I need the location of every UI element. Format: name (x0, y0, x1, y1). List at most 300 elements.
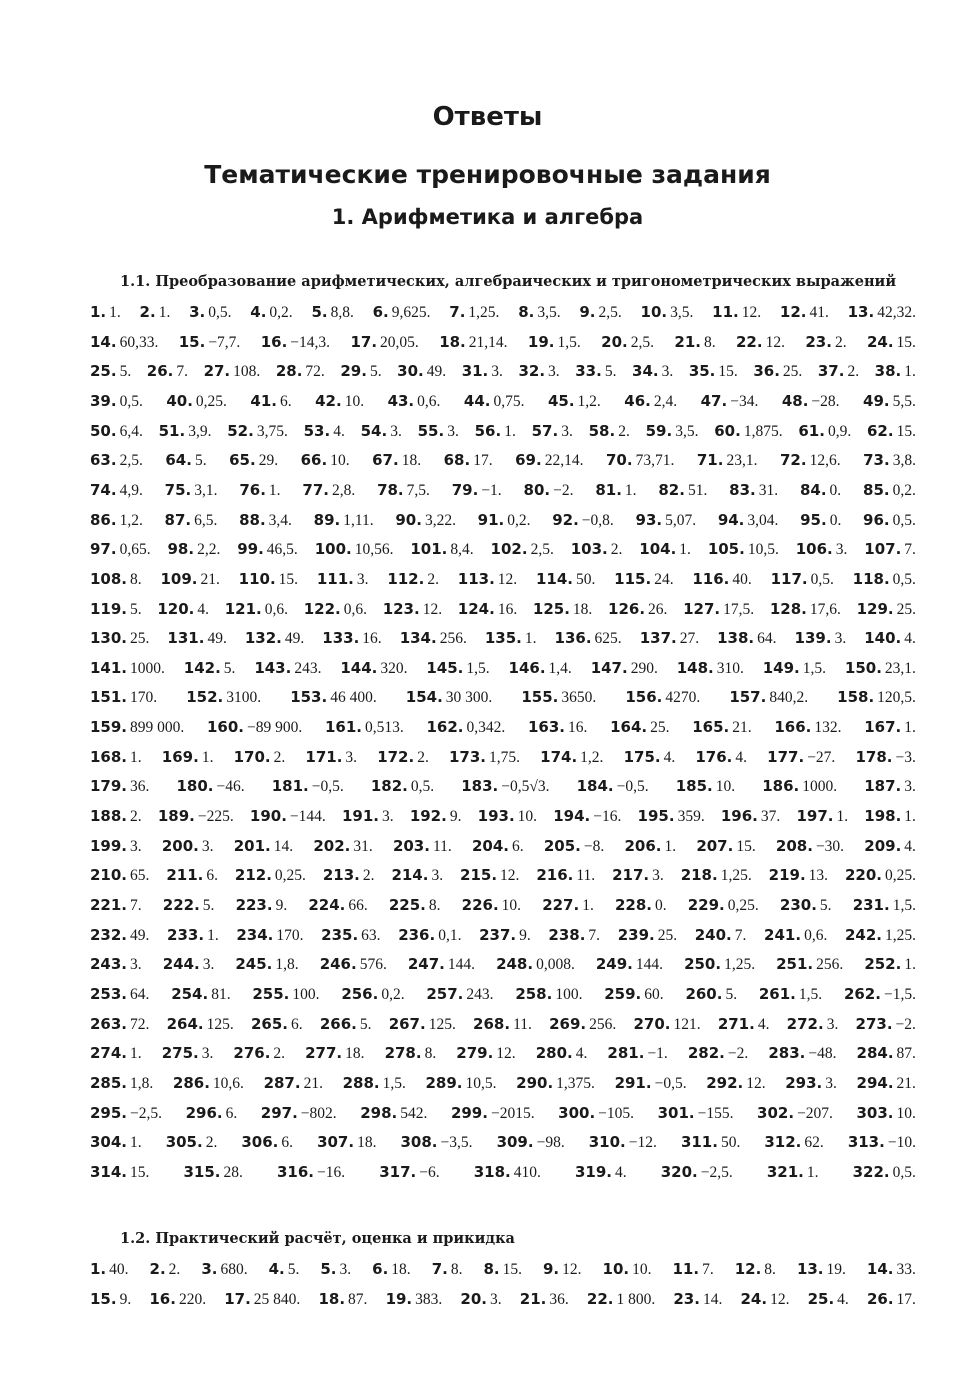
answer-number: 25. (807, 1289, 835, 1308)
answer-value: 125. (206, 1015, 234, 1033)
answer-number: 38. (874, 362, 902, 381)
answer-value: 10. (330, 452, 350, 470)
answer-number: 36. (753, 362, 780, 381)
answer-number: 150. (844, 658, 882, 677)
answer-number: 57. (531, 421, 559, 440)
answer-value: 3100. (226, 689, 262, 707)
answer-number: 228. (614, 896, 652, 914)
answer-number: 210. (90, 866, 128, 885)
answer-item (615, 896, 667, 915)
answer-item (515, 451, 583, 470)
answer-number: 19. (385, 1289, 413, 1308)
answer-number: 284. (856, 1044, 894, 1063)
answer-item (371, 777, 434, 796)
answer-value: 1. (904, 719, 916, 737)
answer-value: 1,5. (802, 659, 827, 677)
answer-value: 2. (834, 333, 847, 351)
answer-number: 43. (387, 391, 415, 410)
answer-number: 154. (405, 688, 443, 707)
answer-value: 1000. (130, 659, 165, 677)
answer-item (518, 362, 559, 381)
answer-number: 285. (90, 1073, 128, 1092)
answer-value: −1. (647, 1045, 668, 1063)
answer-item (857, 1074, 916, 1093)
answer-item (166, 1133, 218, 1152)
answer-number: 8. (518, 303, 535, 321)
answer-number: 234. (236, 925, 274, 944)
answer-item (614, 570, 673, 589)
answer-number: 95. (800, 510, 827, 529)
answer-item (90, 422, 143, 441)
answer-value: 3. (202, 956, 215, 974)
answer-value: 2. (847, 363, 860, 381)
answer-item (227, 422, 288, 441)
answer-item (305, 1044, 364, 1063)
answer-item (845, 866, 916, 885)
answer-item (322, 629, 381, 648)
answer-value: 3. (834, 630, 847, 648)
answer-number: 19. (527, 332, 555, 351)
answer-number: 55. (417, 421, 445, 440)
answer-item (147, 362, 188, 381)
answer-item (845, 926, 916, 945)
answer-value: 16. (497, 600, 518, 618)
answer-number: 258. (515, 984, 553, 1003)
answer-value: −7,7. (208, 333, 241, 351)
answer-number: 126. (608, 599, 646, 618)
answer-number: 296. (185, 1103, 223, 1122)
answer-value: 0,2. (892, 481, 916, 499)
answer-item (867, 1260, 916, 1279)
answer-item (171, 985, 230, 1004)
answer-number: 61. (798, 421, 825, 440)
answer-number: 157. (729, 688, 767, 707)
answer-value: −10. (887, 1134, 916, 1152)
answer-value: 10. (715, 778, 736, 796)
answer-item (90, 451, 143, 470)
answer-value: −1,5. (883, 985, 916, 1003)
answer-value: −0,5√3. (501, 778, 550, 796)
answer-value: 72. (130, 1015, 150, 1033)
answer-item (864, 955, 916, 974)
answer-item (615, 1074, 687, 1093)
answer-value: 1,5. (798, 985, 823, 1003)
answer-item (235, 866, 306, 885)
answer-number: 299. (450, 1103, 488, 1122)
answer-value: 9. (275, 897, 288, 914)
answer-value: 1,11. (343, 511, 374, 529)
answer-item (269, 1260, 300, 1279)
answer-number: 99. (237, 540, 264, 559)
answer-value: 0,5. (119, 392, 143, 410)
answer-number: 96. (863, 510, 890, 529)
answer-value: 6,4. (119, 422, 143, 440)
answer-number: 128. (769, 599, 807, 618)
answer-item (186, 688, 261, 707)
answer-value: 5. (725, 985, 738, 1003)
answer-value: 3. (431, 867, 444, 885)
answer-item (853, 1163, 916, 1182)
answer-item (186, 1104, 238, 1123)
answer-item (729, 688, 808, 707)
answer-number: 1. (90, 303, 107, 321)
answer-item (239, 570, 298, 589)
answer-number: 209. (864, 836, 902, 855)
answer-value: 3. (825, 1074, 837, 1092)
answer-item (708, 540, 779, 559)
answer-item (449, 303, 499, 322)
answer-item (254, 659, 321, 678)
answer-value: 243. (466, 985, 494, 1003)
answer-value: −28. (811, 392, 840, 410)
answer-number: 259. (604, 984, 642, 1003)
answer-number: 289. (425, 1073, 463, 1092)
section-heading-1-2: 1.2. Практический расчёт, оценка и прикидка (120, 1230, 515, 1247)
answer-number: 182. (370, 777, 408, 796)
answer-item (461, 777, 549, 796)
answer-value: 1. (109, 304, 121, 321)
answer-number: 220. (844, 866, 882, 885)
answer-value: 1. (130, 1134, 142, 1152)
answer-number: 165. (692, 718, 730, 737)
answer-value: 625. (594, 630, 622, 648)
answer-value: 0. (654, 897, 667, 914)
answer-item (864, 837, 916, 856)
answer-value: 100. (292, 985, 320, 1003)
answer-value: 64. (130, 985, 150, 1003)
answer-number: 83. (729, 480, 756, 499)
answer-value: −16. (317, 1163, 346, 1181)
answer-item (250, 303, 292, 322)
answer-value: 65. (130, 867, 150, 885)
answer-value: 25. (650, 719, 670, 737)
answer-value: 8. (764, 1261, 776, 1278)
answer-number: 80. (523, 480, 551, 499)
answer-number: 235. (321, 925, 359, 944)
answer-number: 47. (700, 391, 728, 410)
answer-item (759, 985, 822, 1004)
answer-number: 217. (612, 866, 650, 885)
answer-value: 3,8. (892, 452, 916, 470)
answer-item (277, 1163, 345, 1182)
answer-value: 310. (716, 659, 744, 677)
answer-number: 2. (139, 303, 156, 321)
answer-item (692, 718, 751, 737)
answer-item (485, 629, 537, 648)
answer-item (844, 985, 916, 1004)
answer-number: 143. (254, 658, 292, 677)
answer-item (695, 748, 747, 767)
answer-item (767, 748, 835, 767)
answer-row (90, 1290, 916, 1314)
answer-number: 231. (852, 896, 890, 914)
answer-value: 21. (200, 570, 220, 588)
answer-value: 9,625. (391, 304, 431, 321)
answer-value: 4. (333, 422, 345, 440)
answer-value: 5. (604, 363, 617, 381)
answer-item (318, 1290, 367, 1309)
answer-number: 223. (235, 896, 273, 914)
answer-value: −34. (730, 392, 759, 410)
answer-item (610, 718, 669, 737)
answer-value: 1. (207, 926, 219, 944)
answer-value: 0,25. (884, 867, 916, 885)
answer-number: 118. (852, 569, 890, 588)
answer-value: 7. (130, 897, 142, 914)
answer-value: 66. (348, 897, 368, 914)
answer-item (857, 1104, 916, 1123)
answer-item (165, 481, 218, 500)
answer-number: 252. (864, 955, 902, 974)
answer-item (676, 777, 735, 796)
answer-number: 249. (595, 955, 633, 974)
answer-number: 273. (855, 1014, 893, 1033)
answer-item (90, 1163, 149, 1182)
answer-item (90, 777, 149, 796)
answer-item (714, 422, 782, 441)
answer-number: 291. (614, 1073, 652, 1092)
answer-number: 164. (610, 718, 648, 737)
answer-item (770, 600, 841, 619)
answer-value: 132. (814, 719, 842, 737)
answer-value: 1,5. (557, 333, 581, 351)
answer-number: 23. (673, 1289, 700, 1308)
answer-item (472, 837, 524, 856)
answer-item (864, 540, 916, 559)
answer-number: 3. (201, 1260, 218, 1278)
answer-item (439, 333, 507, 352)
answer-item (395, 511, 456, 530)
answer-item (162, 1044, 214, 1063)
answer-value: 8. (450, 1261, 463, 1278)
answer-value: 0,513. (365, 719, 404, 737)
answer-item (753, 362, 802, 381)
answer-number: 292. (706, 1073, 744, 1092)
answer-value: 7. (734, 926, 747, 944)
answer-number: 115. (614, 569, 652, 588)
answer-row (90, 511, 916, 535)
answer-number: 212. (234, 866, 272, 885)
answer-item (837, 688, 916, 707)
answer-item (624, 392, 677, 411)
answer-item (464, 392, 525, 411)
answer-item (762, 777, 837, 796)
answer-item (234, 837, 293, 856)
answer-item (587, 1290, 655, 1309)
answer-number: 121. (224, 599, 262, 618)
answer-item (677, 659, 744, 678)
answer-value: 21,14. (468, 333, 508, 351)
answer-value: 840,2. (769, 689, 809, 707)
answer-item (558, 1104, 634, 1123)
answer-number: 226. (461, 896, 499, 914)
answer-value: 17. (896, 1290, 916, 1308)
answer-number: 15. (90, 1289, 117, 1308)
answer-item (575, 362, 616, 381)
answer-number: 305. (165, 1133, 203, 1152)
answer-item (473, 1015, 532, 1034)
answer-value: 0. (829, 511, 842, 529)
answer-value: 21. (896, 1074, 916, 1092)
answer-value: 5,07. (665, 511, 697, 529)
answer-item (245, 629, 304, 648)
answer-item (595, 481, 636, 500)
answer-item (478, 807, 537, 826)
answer-value: 5. (119, 363, 132, 381)
answer-row (90, 807, 916, 831)
answer-item (589, 1133, 657, 1152)
answer-number: 22. (736, 332, 763, 351)
answer-value: −98. (536, 1134, 565, 1152)
answer-value: 3. (339, 1261, 352, 1278)
answer-value: 15. (278, 570, 299, 588)
answer-number: 39. (90, 391, 117, 410)
answer-item (360, 1104, 427, 1123)
answer-value: −0,5. (654, 1074, 687, 1092)
answer-item (410, 540, 473, 559)
answer-number: 113. (457, 569, 495, 588)
answer-number: 107. (864, 540, 902, 559)
answer-number: 263. (90, 1014, 128, 1033)
answer-value: 680. (220, 1261, 248, 1278)
answer-item (612, 866, 664, 885)
answer-item (518, 303, 560, 322)
answer-number: 151. (90, 688, 128, 707)
answer-value: 2,8. (331, 481, 356, 499)
answer-number: 247. (407, 955, 445, 974)
answer-item (140, 303, 171, 322)
answer-item (701, 392, 759, 411)
answer-number: 142. (183, 658, 221, 677)
answer-number: 238. (548, 925, 586, 944)
answer-value: 22,14. (544, 452, 584, 470)
answer-number: 11. (712, 303, 739, 321)
answer-item (853, 570, 916, 589)
answer-value: 9. (449, 808, 462, 826)
answer-value: 0,5. (892, 1163, 916, 1181)
answer-value: −2,5. (700, 1163, 733, 1181)
answer-value: −0,5. (616, 778, 649, 796)
answer-number: 190. (249, 807, 287, 826)
answer-number: 216. (536, 866, 574, 885)
answer-value: 12. (496, 1045, 516, 1063)
answer-value: 18. (345, 1045, 365, 1063)
answer-item (261, 333, 330, 352)
answer-number: 153. (290, 688, 328, 707)
answer-value: 37. (760, 808, 781, 826)
answer-number: 100. (314, 540, 352, 559)
answer-number: 270. (633, 1014, 671, 1033)
answer-value: 13. (808, 867, 829, 885)
answer-number: 131. (167, 629, 205, 648)
answer-number: 135. (484, 629, 522, 648)
answer-number: 196. (720, 807, 758, 826)
answer-item (314, 511, 374, 530)
answer-value: 19. (826, 1261, 846, 1278)
answer-row (90, 570, 916, 594)
answer-value: 64. (757, 630, 777, 648)
answer-number: 219. (768, 866, 806, 885)
answer-value: 256. (439, 630, 467, 648)
answer-number: 172. (377, 747, 415, 766)
answer-row (90, 1133, 916, 1157)
answer-row (90, 303, 916, 327)
answer-item (528, 333, 581, 352)
answer-number: 30. (397, 362, 424, 381)
answer-value: −2015. (490, 1104, 535, 1122)
answer-value: 3,4. (268, 511, 292, 529)
answer-item (524, 481, 574, 500)
answer-item (189, 303, 231, 322)
answer-item (379, 1163, 439, 1182)
answer-number: 301. (657, 1103, 695, 1122)
answer-number: 125. (532, 599, 570, 618)
answer-item (624, 837, 676, 856)
answer-number: 255. (252, 984, 290, 1003)
answer-item (496, 955, 575, 974)
answer-number: 17. (224, 1289, 251, 1308)
answer-value: 0. (829, 481, 842, 499)
answer-number: 62. (867, 421, 894, 440)
answer-value: 16. (568, 719, 588, 737)
answer-number: 161. (325, 718, 363, 737)
answer-row (90, 985, 916, 1009)
answer-number: 251. (776, 955, 814, 974)
answer-item (383, 600, 442, 619)
answer-number: 225. (388, 896, 426, 914)
answer-item (343, 1074, 406, 1093)
answer-value: 17,5. (723, 600, 755, 618)
answer-number: 116. (692, 569, 730, 588)
answer-item (712, 303, 761, 322)
answer-item (90, 1260, 129, 1279)
answer-item (432, 1260, 463, 1279)
answer-item (317, 570, 369, 589)
answer-value: −2. (895, 1015, 916, 1033)
answer-number: 310. (588, 1133, 626, 1152)
answer-value: 12. (422, 600, 443, 618)
page-title: Ответы (432, 102, 543, 132)
answer-row (90, 629, 916, 653)
answer-number: 262. (843, 984, 881, 1003)
answer-number: 261. (758, 984, 796, 1003)
answer-row (90, 481, 916, 505)
answer-item (90, 1015, 149, 1034)
answer-item (458, 570, 517, 589)
answer-row (90, 333, 916, 357)
answer-item (234, 748, 286, 767)
answer-item (520, 1290, 569, 1309)
answer-number: 111. (316, 569, 354, 588)
answer-number: 300. (558, 1103, 596, 1122)
answer-number: 75. (164, 480, 192, 499)
answer-item (776, 837, 844, 856)
answer-item (608, 600, 667, 619)
answer-item (540, 748, 603, 767)
answer-item (577, 777, 649, 796)
answer-value: 11. (432, 837, 452, 855)
answer-number: 77. (302, 480, 329, 499)
answer-item (225, 600, 288, 619)
answer-value: 2,4. (653, 392, 678, 410)
answer-value: 15. (718, 363, 738, 381)
answer-item (601, 333, 654, 352)
answer-number: 297. (260, 1103, 298, 1122)
answer-value: 72. (305, 363, 325, 381)
answer-item (641, 303, 694, 322)
answer-number: 123. (382, 599, 420, 618)
answer-number: 31. (461, 362, 489, 381)
